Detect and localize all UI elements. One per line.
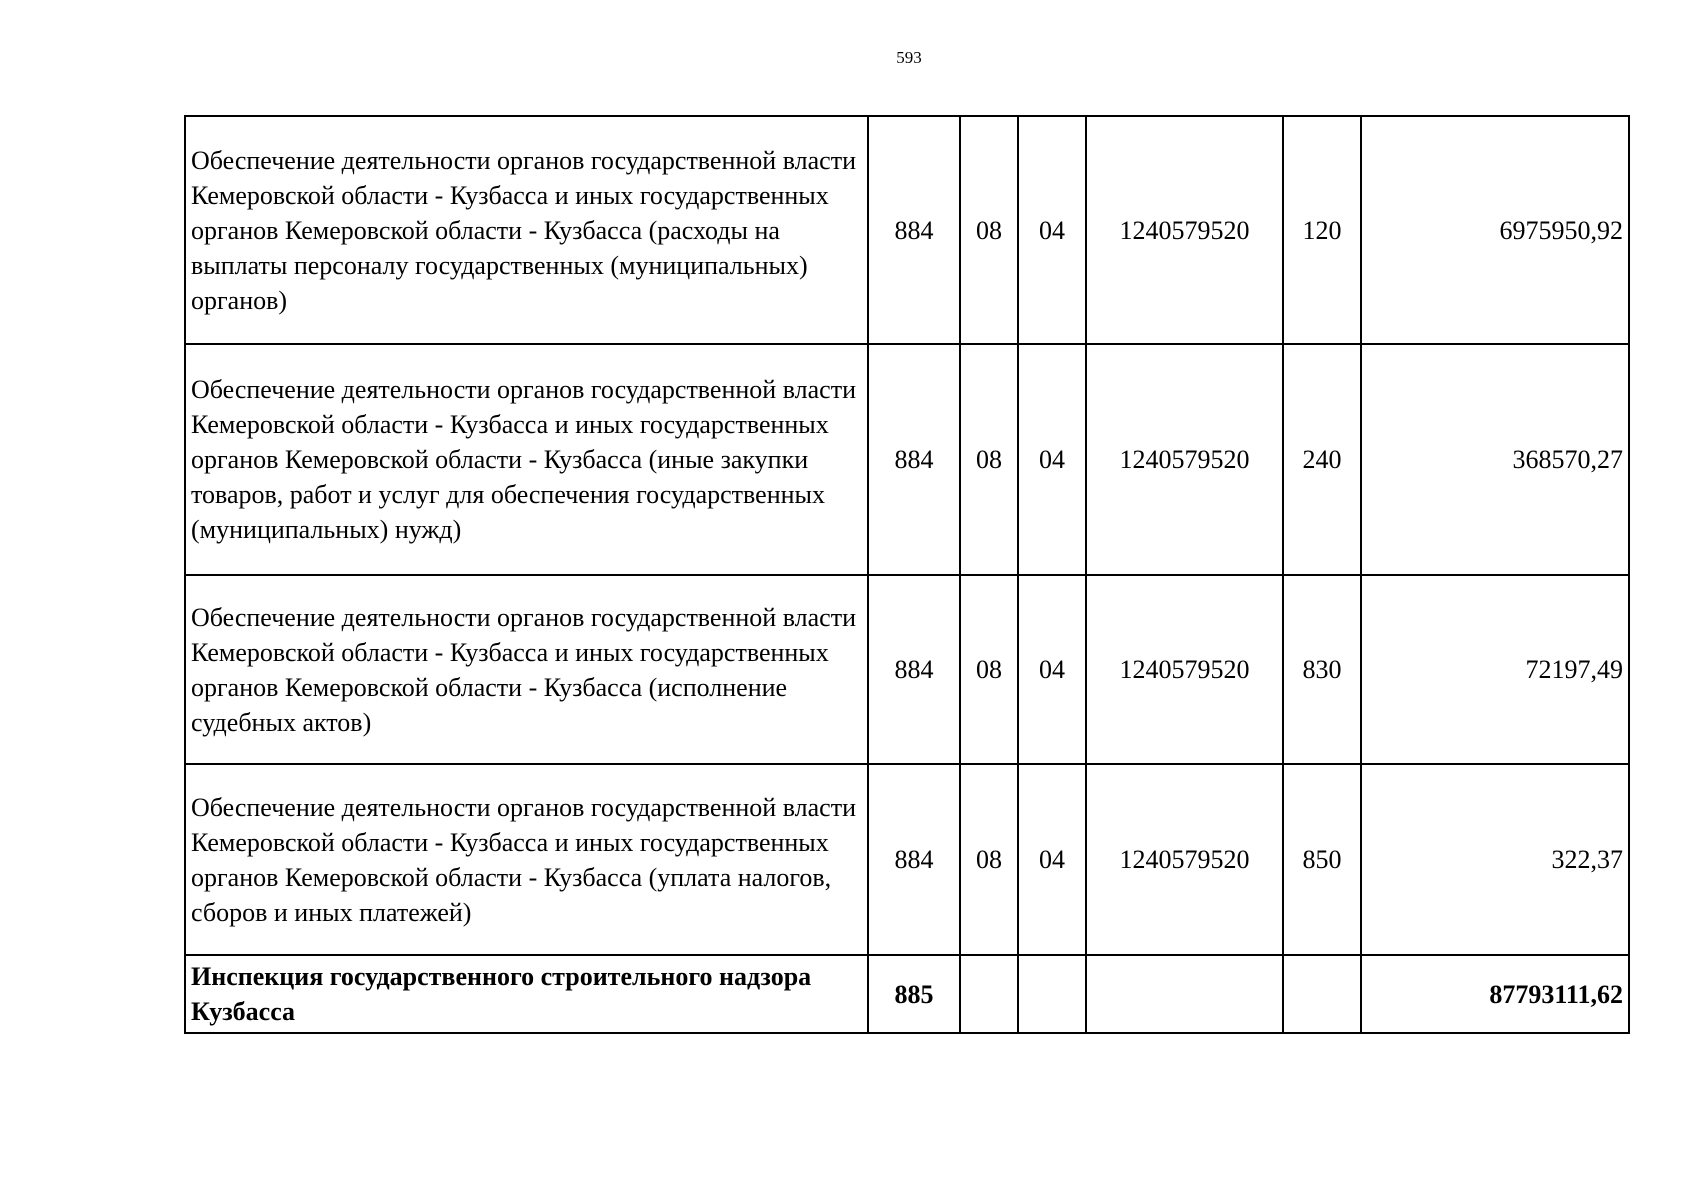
subsection-code-cell: 04 <box>1018 344 1086 575</box>
expense-name-cell: Обеспечение деятельности органов государственной власти Кемеровской области - Кузбасса и иных государственных органов Кемеровской области - Кузбасса (исполнение судебных актов) <box>185 575 868 764</box>
section-code-cell <box>960 955 1018 1033</box>
ministry-code-cell: 884 <box>868 764 960 955</box>
expense-name-cell: Обеспечение деятельности органов государственной власти Кемеровской области - Кузбасса и иных государственных органов Кемеровской области - Кузбасса (расходы на выплаты персоналу государственных (муниципальных) органов) <box>185 116 868 344</box>
amount-cell: 368570,27 <box>1361 344 1629 575</box>
expense-type-cell <box>1283 955 1361 1033</box>
subsection-code-cell: 04 <box>1018 575 1086 764</box>
subsection-code-cell <box>1018 955 1086 1033</box>
subsection-code-cell: 04 <box>1018 116 1086 344</box>
expense-type-cell: 850 <box>1283 764 1361 955</box>
ministry-code-cell: 884 <box>868 575 960 764</box>
expense-type-cell: 120 <box>1283 116 1361 344</box>
table-row-total <box>185 955 1629 1033</box>
subsection-code-cell: 04 <box>1018 764 1086 955</box>
ministry-code-cell: 885 <box>868 955 960 1033</box>
expense-name-cell: Обеспечение деятельности органов государственной власти Кемеровской области - Кузбасса и иных государственных органов Кемеровской области - Кузбасса (уплата налогов, сборов и иных платежей) <box>185 764 868 955</box>
amount-cell: 87793111,62 <box>1361 955 1629 1033</box>
ministry-code-cell: 884 <box>868 344 960 575</box>
expense-name-cell: Инспекция государственного строительного надзора Кузбасса <box>185 955 868 1033</box>
expense-type-cell: 830 <box>1283 575 1361 764</box>
target-article-cell <box>1086 955 1283 1033</box>
expense-type-cell: 240 <box>1283 344 1361 575</box>
table-row <box>185 764 1629 955</box>
page-number: 593 <box>896 48 922 67</box>
table-row <box>185 575 1629 764</box>
section-code-cell: 08 <box>960 575 1018 764</box>
target-article-cell: 1240579520 <box>1086 116 1283 344</box>
expense-name-cell: Обеспечение деятельности органов государственной власти Кемеровской области - Кузбасса и иных государственных органов Кемеровской области - Кузбасса (иные закупки товаров, работ и услуг для обеспечения государственных (муниципальных) нужд) <box>185 344 868 575</box>
table-row <box>185 116 1629 344</box>
target-article-cell: 1240579520 <box>1086 575 1283 764</box>
section-code-cell: 08 <box>960 116 1018 344</box>
budget-table <box>184 115 1630 1034</box>
amount-cell: 72197,49 <box>1361 575 1629 764</box>
target-article-cell: 1240579520 <box>1086 344 1283 575</box>
table-row <box>185 344 1629 575</box>
amount-cell: 6975950,92 <box>1361 116 1629 344</box>
section-code-cell: 08 <box>960 344 1018 575</box>
target-article-cell: 1240579520 <box>1086 764 1283 955</box>
amount-cell: 322,37 <box>1361 764 1629 955</box>
section-code-cell: 08 <box>960 764 1018 955</box>
ministry-code-cell: 884 <box>868 116 960 344</box>
